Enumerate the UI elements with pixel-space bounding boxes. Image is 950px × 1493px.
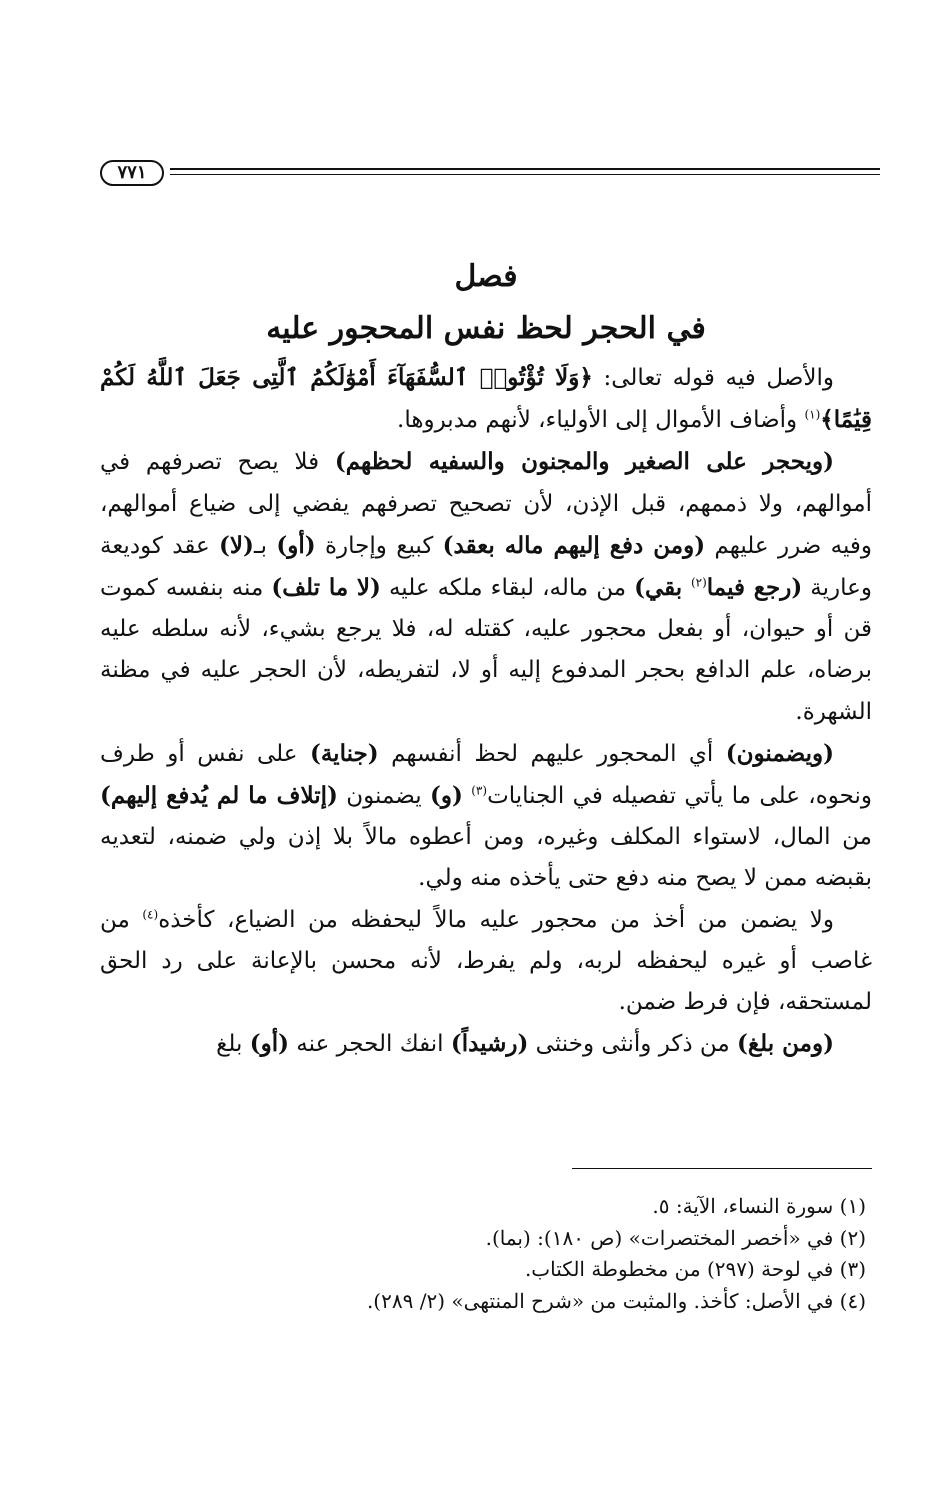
matn-text: (أو) [276, 531, 316, 559]
matn-text: (جناية) [309, 739, 379, 767]
matn-text: (إتلاف ما لم يُدفع إليهم) [100, 782, 338, 810]
footnote-item: (١) سورة النساء، الآية: ٥. [652, 1194, 866, 1218]
footnotes [100, 1168, 872, 1317]
footnote-ref: (١) [804, 407, 821, 422]
paragraph-3 [100, 733, 872, 900]
text-segment: أي المحجور عليهم لحظ أنفسهم [378, 740, 726, 767]
text-segment [463, 783, 471, 809]
footnote-ref: (٤) [142, 906, 159, 921]
quran-verse: ﴿وَلَا تُؤْتُوا۟ ٱلسُّفَهَآءَ أَمْوَٰلَكُمُ ٱلَّتِى جَعَلَ ٱللَّهُ لَكُمْ قِيَٰمًا﴾ [100, 364, 872, 434]
matn-text: (و) [430, 782, 463, 810]
header-rule-thin [170, 174, 880, 175]
footnote-item: (٤) في الأصل: كأخذ. والمثبت من «شرح المنتهى» (٢/ ٢٨٩). [366, 1288, 866, 1313]
text-segment: بلغ [216, 1031, 250, 1058]
paragraph-1 [100, 357, 872, 441]
text-segment: انفك الحجر عنه [288, 1031, 451, 1058]
footnote-item: (٢) في «أخصر المختصرات» (ص ١٨٠): (بما). [485, 1225, 866, 1250]
text-segment: عقد كوديعة وعارية [100, 532, 872, 602]
matn-text: (ومن بلغ) [737, 1030, 834, 1058]
paragraph-2 [100, 441, 872, 732]
section-subtitle: في الحجر لحظ نفس المحجور عليه [266, 311, 706, 346]
text-segment: على نفس أو طرف ونحوه، على ما يأتي تفصيله في الجنايات [100, 740, 872, 810]
footnote-ref: (٢) [690, 575, 707, 590]
text-segment: وأضاف الأموال إلى الأولياء، لأنهم مدبروها. [397, 407, 805, 434]
paragraph-4 [100, 900, 872, 1024]
matn-text: (ويضمنون) [725, 739, 834, 767]
matn-text: بقي) [634, 574, 691, 602]
page-number: ٧٧١ [100, 160, 164, 186]
text-segment: بـ [253, 532, 277, 559]
matn-text: (أو) [249, 1030, 289, 1058]
text-segment: كبيع وإجارة [315, 532, 443, 559]
text-segment: من ماله، لبقاء ملكه عليه [380, 575, 635, 602]
matn-text: (لا) [219, 531, 254, 559]
matn-text: (لا ما تلف) [271, 574, 381, 602]
matn-text: (رجع فيما [706, 574, 803, 602]
page-header [100, 160, 880, 186]
main-text [100, 255, 872, 1065]
footnote-ref: (٣) [471, 783, 488, 798]
text-segment: من غاصب أو غيره ليحفظه لربه، ولم يفرط، لأنه محسن بالإعانة على رد الحق لمستحقه، فإن فرط ضمن. [100, 906, 872, 1016]
section-title: فصل [454, 259, 518, 294]
text-segment: يضمنون [337, 783, 430, 810]
footnote-item: (٣) في لوحة (٢٩٧) من مخطوطة الكتاب. [524, 1257, 866, 1281]
text-segment: فلا يصح تصرفهم في أموالهم، ولا ذممهم، قبل الإذن، لأن تصحيح تصرفهم يفضي إلى ضياع أموالهم، وفيه ضرر عليهم [100, 449, 873, 559]
header-rule [170, 168, 880, 170]
text-segment: من المال، لاستواء المكلف وغيره، ومن أعطوه مالاً بلا إذن ولي ضمنه، لتعديه بقبضه ممن لا يصح منه دفع حتى يأخذه منه ولي. [100, 824, 872, 892]
text-segment: ولا يضمن من أخذ من محجور عليه مالاً ليحفظه من الضياع، كأخذه [158, 906, 834, 933]
matn-text: (رشيداً) [450, 1030, 529, 1058]
text-segment: منه بنفسه كموت قن أو حيوان، أو بفعل محجور عليه، كقتله له، فلا يرجع بشيء، لأنه سلطه عليه برضاه، علم الدافع بحجر المدفوع إليه أو لا، لتفريطه، لأن الحجر عليه في مظنة الشهرة. [100, 575, 872, 725]
matn-text: (ويحجر على الصغير والمجنون والسفيه لحظهم) [334, 448, 834, 476]
text-segment: من ذكر وأنثى وخنثى [528, 1031, 738, 1058]
paragraph-5 [100, 1023, 872, 1065]
text-segment: والأصل فيه قوله تعالى: [592, 365, 834, 391]
footnote-divider [572, 1168, 872, 1169]
matn-text: (ومن دفع إليهم ماله بعقد) [442, 531, 706, 559]
